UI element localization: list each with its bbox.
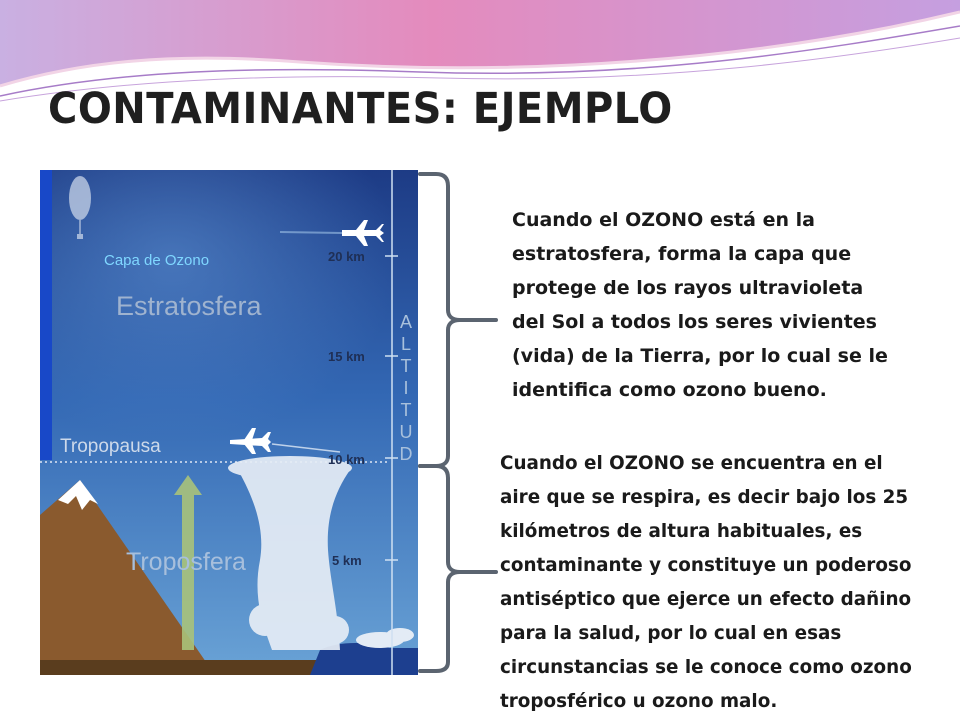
altitude-tick-20km: 20 km	[328, 249, 365, 264]
paragraph-line: Cuando el OZONO está en la	[512, 209, 815, 231]
altitude-letter: T	[400, 356, 412, 376]
ozone-layer-band	[40, 170, 52, 460]
altitude-letter: D	[399, 444, 413, 464]
paragraph-line: contaminante y constituye un poderoso	[500, 554, 912, 576]
tropopause-label: Tropopausa	[60, 436, 161, 457]
paragraph-line: identifica como ozono bueno.	[512, 379, 827, 401]
slide-title: CONTAMINANTES: EJEMPLO	[48, 84, 673, 134]
paragraph-line: aire que se respira, es decir bajo los 25	[500, 486, 909, 508]
grouping-braces	[418, 170, 498, 675]
altitude-tick-10km: 10 km	[328, 452, 365, 467]
paragraph-line: Cuando el OZONO se encuentra en el	[500, 452, 883, 474]
paragraph-line: del Sol a todos los seres vivientes	[512, 311, 877, 333]
paragraph-line: troposférico u ozono malo.	[500, 690, 778, 712]
atmosphere-layers-figure	[40, 170, 418, 675]
altitude-letter: I	[403, 378, 409, 398]
altitude-letter: L	[400, 334, 412, 354]
altitude-tick-15km: 15 km	[328, 349, 365, 364]
paragraph-line: para la salud, por lo cual en esas	[500, 622, 842, 644]
altitude-tick-5km: 5 km	[332, 553, 362, 568]
stratosphere-label: Estratosfera	[116, 291, 262, 321]
paragraph-line: estratosfera, forma la capa que	[512, 243, 852, 265]
altitude-letter: U	[399, 422, 413, 442]
paragraph-line: kilómetros de altura habituales, es	[500, 520, 863, 542]
ozone-layer-label: Capa de Ozono	[104, 252, 210, 269]
troposphere-label: Troposfera	[126, 548, 246, 576]
ozone-bad-paragraph	[500, 446, 912, 718]
paragraph-line: (vida) de la Tierra, por lo cual se le	[512, 345, 888, 367]
paragraph-line: circunstancias se le conoce como ozono	[500, 656, 912, 678]
altitude-letter: A	[399, 312, 413, 332]
paragraph-line: antiséptico que ejerce un efecto dañino	[500, 588, 912, 610]
paragraph-line: protege de los rayos ultravioleta	[512, 277, 864, 299]
ozone-good-paragraph	[512, 203, 888, 407]
altitude-letter: T	[400, 400, 412, 420]
